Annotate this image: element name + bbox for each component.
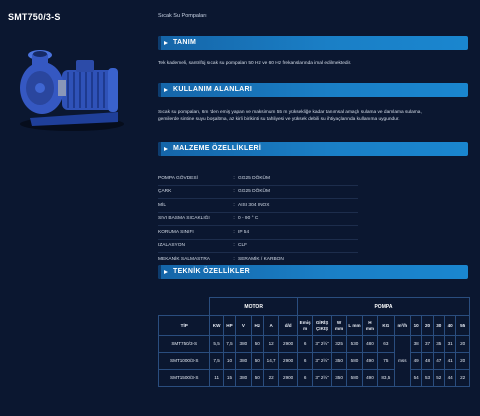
material-row: KORUMA SINIFI : IP 54 [158, 226, 358, 240]
material-key: POMPA GÖVDESİ [158, 175, 198, 181]
col-header: 30 [433, 316, 444, 336]
table-cell: 54 [411, 370, 422, 387]
kullanim-line-2: gemilerde sintine suyu boşaltma, az kirli birikinti su tahliyesi ve yüksek debili su ihtiyaçlarında kullanıma uygundur. [158, 117, 400, 122]
material-value: GG25 DÖKÜM [238, 175, 270, 181]
table-cell: 52 [433, 370, 444, 387]
material-value: IP 54 [238, 229, 250, 235]
section-kullanim-title: KULLANIM ALANLARI [173, 86, 253, 93]
material-row: SIVI BASMA SICAKLIĞI : 0 - 90 ° C [158, 213, 358, 227]
material-row: MEKANİK SALMASTRA : SERAMİK / KARBON [158, 253, 358, 267]
table-cell: 6 [297, 353, 312, 370]
col-header: H mm [362, 316, 377, 336]
material-key: SIVI BASMA SICAKLIĞI [158, 216, 210, 222]
table-cell: 380 [236, 370, 251, 387]
table-cell: 2900 [279, 353, 298, 370]
table-row [159, 353, 470, 370]
section-tanim-title: TANIM [173, 39, 197, 46]
table-cell: 38 [411, 336, 422, 353]
table-cell: 7,5 [210, 353, 223, 370]
table-cell: 63 [378, 336, 394, 353]
table-cell: 15 [223, 370, 235, 387]
table-cell: 44 [444, 370, 455, 387]
table-cell: 530 [347, 336, 362, 353]
material-row: MİL : AISI 304 INOX [158, 199, 358, 213]
kullanim-line-1: Sıcak su pompaları, 6m 'den emiş yapan ve maksimum 55 m yüksekliğe kadar tanımsal amaçlı sulama ve damlama sulama, [158, 110, 422, 115]
table-cell: 580 [347, 353, 362, 370]
table-cell: 20 [456, 353, 470, 370]
table-cell: 20 [456, 336, 470, 353]
section-teknik [158, 265, 468, 279]
table-cell: 50 [251, 353, 263, 370]
material-row: POMPA GÖVDESİ : GG25 DÖKÜM [158, 172, 358, 186]
col-header: 40 [444, 316, 455, 336]
table-row [159, 336, 470, 353]
table-cell: 325 [331, 336, 346, 353]
material-value: CLF [238, 243, 248, 249]
table-cell: 2900 [279, 370, 298, 387]
table-cell: 11 [210, 370, 223, 387]
material-key: IZALASYON [158, 243, 185, 249]
material-value: GG25 DÖKÜM [238, 189, 270, 195]
col-header: d/d [279, 316, 298, 336]
section-malzeme [158, 142, 468, 156]
col-header: W mm [331, 316, 346, 336]
table-cell: 5,5 [210, 336, 223, 353]
table-cell: 50 [251, 370, 263, 387]
col-header: GİRİŞ ÇIKIŞ [313, 316, 332, 336]
category-label: Sıcak Su Pompaları [158, 13, 207, 19]
tech-table [158, 297, 470, 387]
pump-photo [10, 40, 130, 135]
table-cell: 6 [297, 370, 312, 387]
section-malzeme-title: MALZEME ÖZELLİKLERİ [173, 145, 262, 152]
group-pompa: POMPA [297, 298, 469, 316]
col-header: Emiş m [297, 316, 312, 336]
material-key: MİL [158, 202, 166, 208]
table-cell: 12 [263, 336, 278, 353]
col-header: KG [378, 316, 394, 336]
table-cell: 580 [347, 370, 362, 387]
table-cell: 350 [331, 370, 346, 387]
table-cell: 50 [251, 336, 263, 353]
table-cell: 22 [263, 370, 278, 387]
col-header: L mm [347, 316, 362, 336]
table-cell: 380 [236, 336, 251, 353]
col-header: 20 [422, 316, 433, 336]
material-value: SERAMİK / KARBON [238, 256, 284, 262]
col-header: 10 [411, 316, 422, 336]
table-cell: 3" 2½" [313, 370, 332, 387]
material-value: AISI 304 INOX [238, 202, 270, 208]
table-cell: 2900 [279, 336, 298, 353]
table-row [159, 370, 470, 387]
material-key: ÇARK [158, 189, 172, 195]
table-cell: 83,5 [378, 370, 394, 387]
col-header: Hz [251, 316, 263, 336]
table-cell: 41 [444, 353, 455, 370]
table-cell: 75 [378, 353, 394, 370]
col-header: A [263, 316, 278, 336]
tanim-text: Tek kademeli, santrifüj sıcak su pompaları 50 Hz ve 60 Hz frekanslarında imal edilmektedir. [158, 61, 352, 66]
section-teknik-title: TEKNİK ÖZELLİKLER [173, 268, 251, 275]
table-cell: 6 [297, 336, 312, 353]
kullanim-text [158, 109, 468, 123]
table-cell: 14,7 [263, 353, 278, 370]
table-cell: SMT750/3-S [159, 336, 210, 353]
table-cell: 3" 2½" [313, 336, 332, 353]
table-cell: 490 [362, 370, 377, 387]
material-table [158, 172, 358, 267]
table-cell: 47 [433, 353, 444, 370]
col-header: TİP [159, 316, 210, 336]
table-cell: 7,5 [223, 336, 235, 353]
table-cell: 10 [223, 353, 235, 370]
table-cell: 49 [411, 353, 422, 370]
table-cell: 31 [444, 336, 455, 353]
flow-unit-cell: mss [394, 336, 410, 387]
section-kullanim [158, 83, 468, 97]
table-cell: 480 [362, 336, 377, 353]
material-key: KORUMA SINIFI [158, 229, 194, 235]
model-title: SMT750/3-S [8, 12, 61, 22]
table-cell: SMT1500/3-S [159, 370, 210, 387]
table-cell: 37 [422, 336, 433, 353]
table-cell: 350 [331, 353, 346, 370]
section-tanim [158, 36, 468, 50]
material-value: 0 - 90 ° C [238, 216, 259, 222]
table-cell: 22 [456, 370, 470, 387]
table-cell: 53 [422, 370, 433, 387]
col-header: m³/h [394, 316, 410, 336]
material-row: ÇARK : GG25 DÖKÜM [158, 186, 358, 200]
col-header: KW [210, 316, 223, 336]
material-row: IZALASYON : CLF [158, 240, 358, 254]
table-cell: 490 [362, 353, 377, 370]
table-cell: 48 [422, 353, 433, 370]
col-header: HP [223, 316, 235, 336]
table-cell: 35 [433, 336, 444, 353]
table-cell: 3" 2½" [313, 353, 332, 370]
group-motor: MOTOR [210, 298, 297, 316]
table-cell: 380 [236, 353, 251, 370]
col-header: V [236, 316, 251, 336]
col-header: 55 [456, 316, 470, 336]
material-key: MEKANİK SALMASTRA [158, 256, 210, 262]
table-cell: SMT1000/3-S [159, 353, 210, 370]
